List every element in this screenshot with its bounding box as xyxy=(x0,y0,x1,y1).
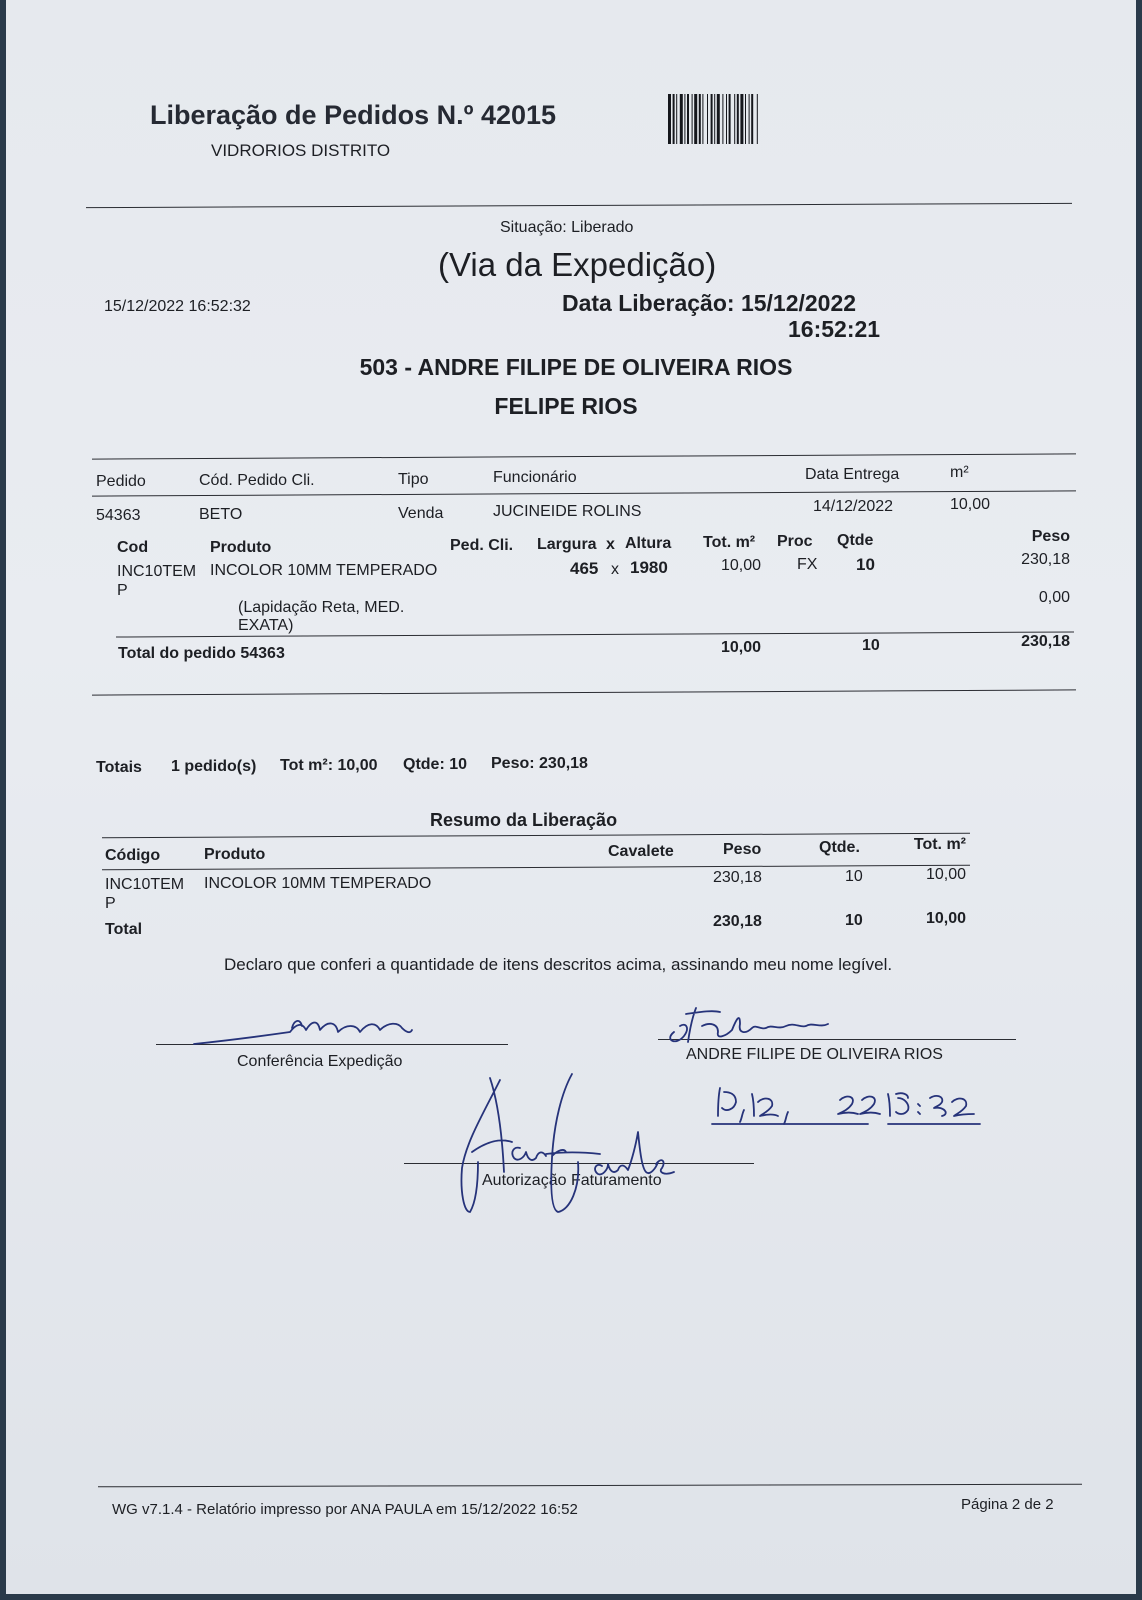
order-tipo: Venda xyxy=(398,505,444,522)
item-produto: INCOLOR 10MM TEMPERADO xyxy=(210,562,438,579)
order-bottom-rule xyxy=(92,689,1076,695)
order-m2: 10,00 xyxy=(950,496,991,513)
barcode-icon xyxy=(668,94,848,144)
release-time: 16:52:21 xyxy=(788,316,881,342)
item-altura: 1980 xyxy=(630,558,668,577)
signature-label-conferencia: Conferência Expedição xyxy=(237,1053,403,1070)
summary-produto: INCOLOR 10MM TEMPERADO xyxy=(204,875,432,892)
item-col-produto: Produto xyxy=(210,539,272,556)
summary-col-cavalete: Cavalete xyxy=(608,843,674,860)
order-header-rule xyxy=(92,490,1076,496)
item-col-largura: Largura xyxy=(537,536,597,553)
client-nickname: FELIPE RIOS xyxy=(494,393,638,419)
item-note: (Lapidação Reta, MED. xyxy=(238,599,405,616)
item-qtde: 10 xyxy=(856,555,875,574)
order-cod-cli: BETO xyxy=(199,506,243,523)
item-col-x: x xyxy=(606,536,615,553)
order-data-entrega: 14/12/2022 xyxy=(813,498,894,515)
release-date: Data Liberação: 15/12/2022 xyxy=(562,290,857,316)
summary-col-produto: Produto xyxy=(204,846,266,863)
item-col-ped-cli: Ped. Cli. xyxy=(450,537,514,554)
summary-header-rule xyxy=(102,865,970,871)
handwritten-date xyxy=(712,1082,1012,1128)
item-cod: INC10TEM xyxy=(117,563,197,580)
summary-col-codigo: Código xyxy=(105,847,161,864)
footer-rule xyxy=(98,1484,1082,1488)
footer-report: WG v7.1.4 - Relatório impresso por ANA PAULA em 15/12/2022 16:52 xyxy=(112,1501,578,1518)
item-peso: 230,18 xyxy=(1021,551,1070,568)
order-total-peso: 230,18 xyxy=(1021,633,1070,650)
summary-codigo-cont: P xyxy=(105,895,116,912)
summary-col-peso: Peso xyxy=(723,841,762,858)
summary-col-qtde: Qtde. xyxy=(819,839,860,856)
item-proc: FX xyxy=(797,556,818,573)
signature-label-autorizacao: Autorização Faturamento xyxy=(482,1172,662,1189)
order-funcionario: JUCINEIDE ROLINS xyxy=(493,503,642,520)
summary-top-rule xyxy=(102,833,970,839)
col-pedido: Pedido xyxy=(96,473,146,490)
item-largura: 465 xyxy=(570,559,599,578)
signature-label-cliente: ANDRE FILIPE DE OLIVEIRA RIOS xyxy=(686,1046,943,1063)
summary-total-peso: 230,18 xyxy=(713,913,762,930)
signature-cliente xyxy=(666,1002,866,1048)
item-tot-m2: 10,00 xyxy=(721,557,762,574)
totals-pedidos: 1 pedido(s) xyxy=(171,758,257,775)
item-col-tot-m2: Tot. m² xyxy=(703,534,756,551)
totals-qtde: Qtde: 10 xyxy=(403,756,468,773)
summary-peso: 230,18 xyxy=(713,869,762,886)
order-total-label: Total do pedido 54363 xyxy=(118,645,285,662)
summary-tot-m2: 10,00 xyxy=(925,866,966,883)
signature-conferencia xyxy=(192,1014,422,1054)
summary-total-label: Total xyxy=(105,921,143,938)
summary-col-tot-m2: Tot. m² xyxy=(913,836,966,853)
col-funcionario: Funcionário xyxy=(493,469,577,486)
totals-label: Totais xyxy=(96,759,142,776)
printed-datetime: 15/12/2022 16:52:32 xyxy=(104,298,251,315)
declaration-text: Declaro que conferi a quantidade de itens descritos acima, assinando meu nome legível. xyxy=(224,955,893,974)
status-situacao: Situação: Liberado xyxy=(500,219,634,236)
order-total-qtde: 10 xyxy=(862,637,880,654)
item-col-peso: Peso xyxy=(1031,528,1070,545)
item-col-proc: Proc xyxy=(777,533,813,550)
client-name: 503 - ANDRE FILIPE DE OLIVEIRA RIOS xyxy=(359,354,793,380)
totals-peso: Peso: 230,18 xyxy=(491,755,588,772)
document-title: Liberação de Pedidos N.º 42015 xyxy=(150,100,557,130)
document-copy-label: (Via da Expedição) xyxy=(438,246,717,283)
summary-title: Resumo da Liberação xyxy=(430,810,618,830)
document-page xyxy=(6,0,1136,1594)
summary-total-qtde: 10 xyxy=(845,912,863,929)
item-x: x xyxy=(611,561,619,578)
totals-m2: Tot m²: 10,00 xyxy=(280,757,378,774)
header-divider xyxy=(86,203,1072,208)
item-cod-cont: P xyxy=(117,582,128,599)
item-note-cont: EXATA) xyxy=(238,617,294,634)
col-cod-cli: Cód. Pedido Cli. xyxy=(199,472,315,489)
order-top-rule xyxy=(92,453,1076,459)
order-total-m2: 10,00 xyxy=(721,639,762,656)
item-col-qtde: Qtde xyxy=(837,532,874,549)
company-name: VIDRORIOS DISTRITO xyxy=(211,141,391,160)
summary-codigo: INC10TEM xyxy=(105,876,185,893)
item-col-altura: Altura xyxy=(625,535,672,552)
order-pedido: 54363 xyxy=(96,507,141,524)
footer-page: Página 2 de 2 xyxy=(961,1496,1054,1513)
signature-autorizacao xyxy=(442,1072,702,1222)
col-data-entrega: Data Entrega xyxy=(805,466,900,483)
col-m2: m² xyxy=(950,464,969,481)
item-note-peso: 0,00 xyxy=(1038,589,1070,606)
summary-total-tot-m2: 10,00 xyxy=(925,910,966,927)
col-tipo: Tipo xyxy=(398,471,429,488)
summary-qtde: 10 xyxy=(845,868,863,885)
item-col-cod: Cod xyxy=(117,539,149,556)
